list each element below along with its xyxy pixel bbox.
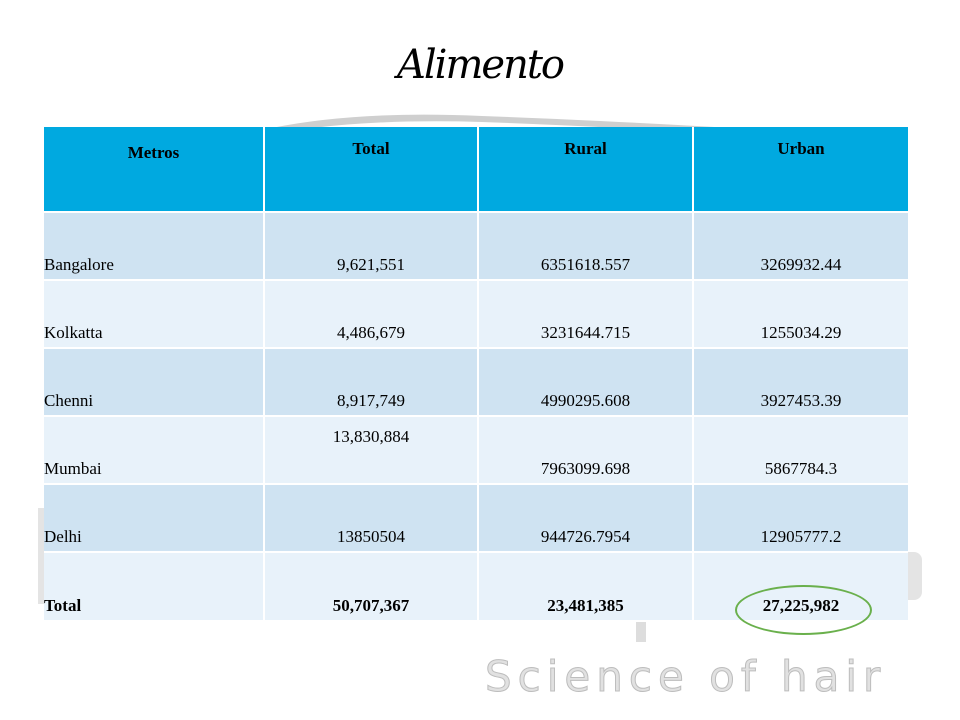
table-row	[44, 280, 908, 348]
table-row	[44, 212, 908, 280]
cell-urban: 5867784.3	[693, 416, 908, 484]
cell-metro: Bangalore	[44, 212, 264, 280]
slide-title: Alimento	[397, 42, 563, 88]
cell-total: 13,830,884	[264, 416, 478, 484]
cell-total: 9,621,551	[264, 212, 478, 280]
cell-total: 50,707,367	[264, 552, 478, 620]
cell-urban: 3269932.44	[693, 212, 908, 280]
cell-rural: 23,481,385	[478, 552, 693, 620]
table-row	[44, 348, 908, 416]
cell-urban: 1255034.29	[693, 280, 908, 348]
cell-urban-highlighted: 27,225,982	[693, 552, 908, 620]
cell-rural: 944726.7954	[478, 484, 693, 552]
cell-metro: Kolkatta	[44, 280, 264, 348]
cell-rural: 4990295.608	[478, 348, 693, 416]
table-total-row	[44, 552, 908, 620]
cell-urban: 12905777.2	[693, 484, 908, 552]
watermark-right-edge	[908, 552, 922, 600]
watermark-logo: Science of hair	[485, 652, 887, 701]
header-urban: Urban	[693, 127, 908, 212]
header-metros: Metros	[44, 127, 264, 212]
cell-metro: Total	[44, 552, 264, 620]
table-row	[44, 416, 908, 484]
cell-metro: Mumbai	[44, 416, 264, 484]
cell-metro: Chenni	[44, 348, 264, 416]
cell-rural: 6351618.557	[478, 212, 693, 280]
cell-urban: 3927453.39	[693, 348, 908, 416]
cell-rural: 3231644.715	[478, 280, 693, 348]
watermark-bar	[636, 622, 646, 642]
cell-total: 4,486,679	[264, 280, 478, 348]
cell-rural: 7963099.698	[478, 416, 693, 484]
cell-total: 13850504	[264, 484, 478, 552]
cell-total: 8,917,749	[264, 348, 478, 416]
table-row	[44, 484, 908, 552]
header-rural: Rural	[478, 127, 693, 212]
table-header-row	[44, 127, 908, 212]
cell-metro: Delhi	[44, 484, 264, 552]
metros-table	[44, 127, 908, 620]
header-total: Total	[264, 127, 478, 212]
